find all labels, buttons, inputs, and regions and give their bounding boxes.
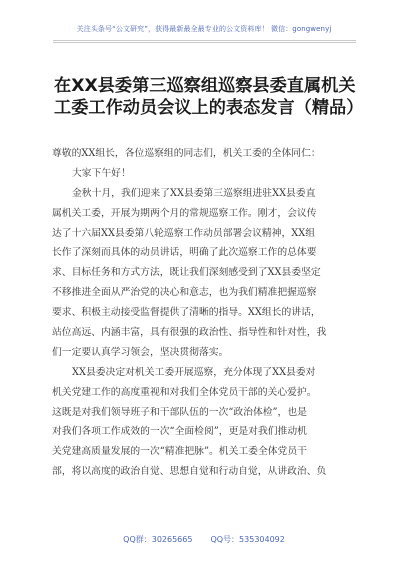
salutation-line: 尊敬的XX组长，各位巡察组的同志们，机关工委的全体同仁：	[52, 148, 321, 159]
paragraph-1-line-7: 要求、积极主动接受监督提供了清晰的指导。XX组长的讲话，	[52, 307, 321, 319]
paragraph-2-line-5: 关党建高质量发展的一次“精准把脉”。机关工委全体党员干	[52, 446, 307, 458]
paragraph-1-line-4: 长作了深刻而具体的动员讲话，明确了此次巡察工作的总体要	[52, 247, 317, 259]
footer-contact	[0, 534, 408, 545]
paragraph-1-line-1: 金秋十月，我们迎来了XX县委第三巡察组进驻XX县委直	[72, 187, 316, 199]
paragraph-1-line-9: 们一定要认真学习领会，坚决贯彻落实。	[52, 346, 229, 358]
paragraph-1-line-8: 站位高远、内涵丰富，具有很强的政治性、指导性和针对性，我	[52, 327, 327, 339]
paragraph-2-line-4: 对我们各项工作成效的一次“全面检阅”，更是对我们推动机	[52, 426, 307, 438]
paragraph-1-line-3: 达了十六届XX县委第八轮巡察工作动员部署会议精神，XX组	[52, 227, 316, 239]
header-note: 关注头条号“公文研究”，获得最新最全最专业的公文资料库！ 微信：gongwenyj	[76, 25, 332, 33]
footer-qq-group: QQ群：30265665	[123, 535, 193, 544]
greeting-line: 大家下午好！	[72, 167, 131, 179]
paragraph-2-line-6: 部，将以高度的政治自觉、思想自觉和行动自觉，从讲政治、负	[52, 466, 327, 478]
paragraph-1-line-2: 属机关工委，开展为期两个月的常规巡察工作。刚才，会议传	[52, 207, 317, 219]
header-divider-bottom	[53, 42, 356, 43]
paragraph-2-line-1: XX县委决定对机关工委开展巡察，充分体现了XX县委对	[72, 366, 316, 378]
document-title	[54, 75, 364, 119]
paragraph-1-line-5: 求、目标任务和方式方法，既让我们深刻感受到了XX县委坚定	[52, 267, 321, 279]
title-line-2: 工委工作动员会议上的表态发言（精品）	[54, 98, 364, 118]
title-line-1: 在XX县委第三巡察组巡察县委直属机关	[54, 76, 356, 96]
paragraph-1-line-6: 不移推进全面从严治党的决心和意志，也为我们精准把握巡察	[52, 287, 317, 299]
paragraph-2-line-3: 这既是对我们领导班子和干部队伍的一次“政治体检”，也是	[52, 406, 307, 418]
header-divider	[53, 40, 356, 41]
document-body	[52, 144, 360, 482]
paragraph-2-line-2: 机关党建工作的高度重视和对我们全体党员干部的关心爱护。	[52, 386, 317, 398]
footer-qq-number: QQ号：535304092	[210, 535, 285, 544]
